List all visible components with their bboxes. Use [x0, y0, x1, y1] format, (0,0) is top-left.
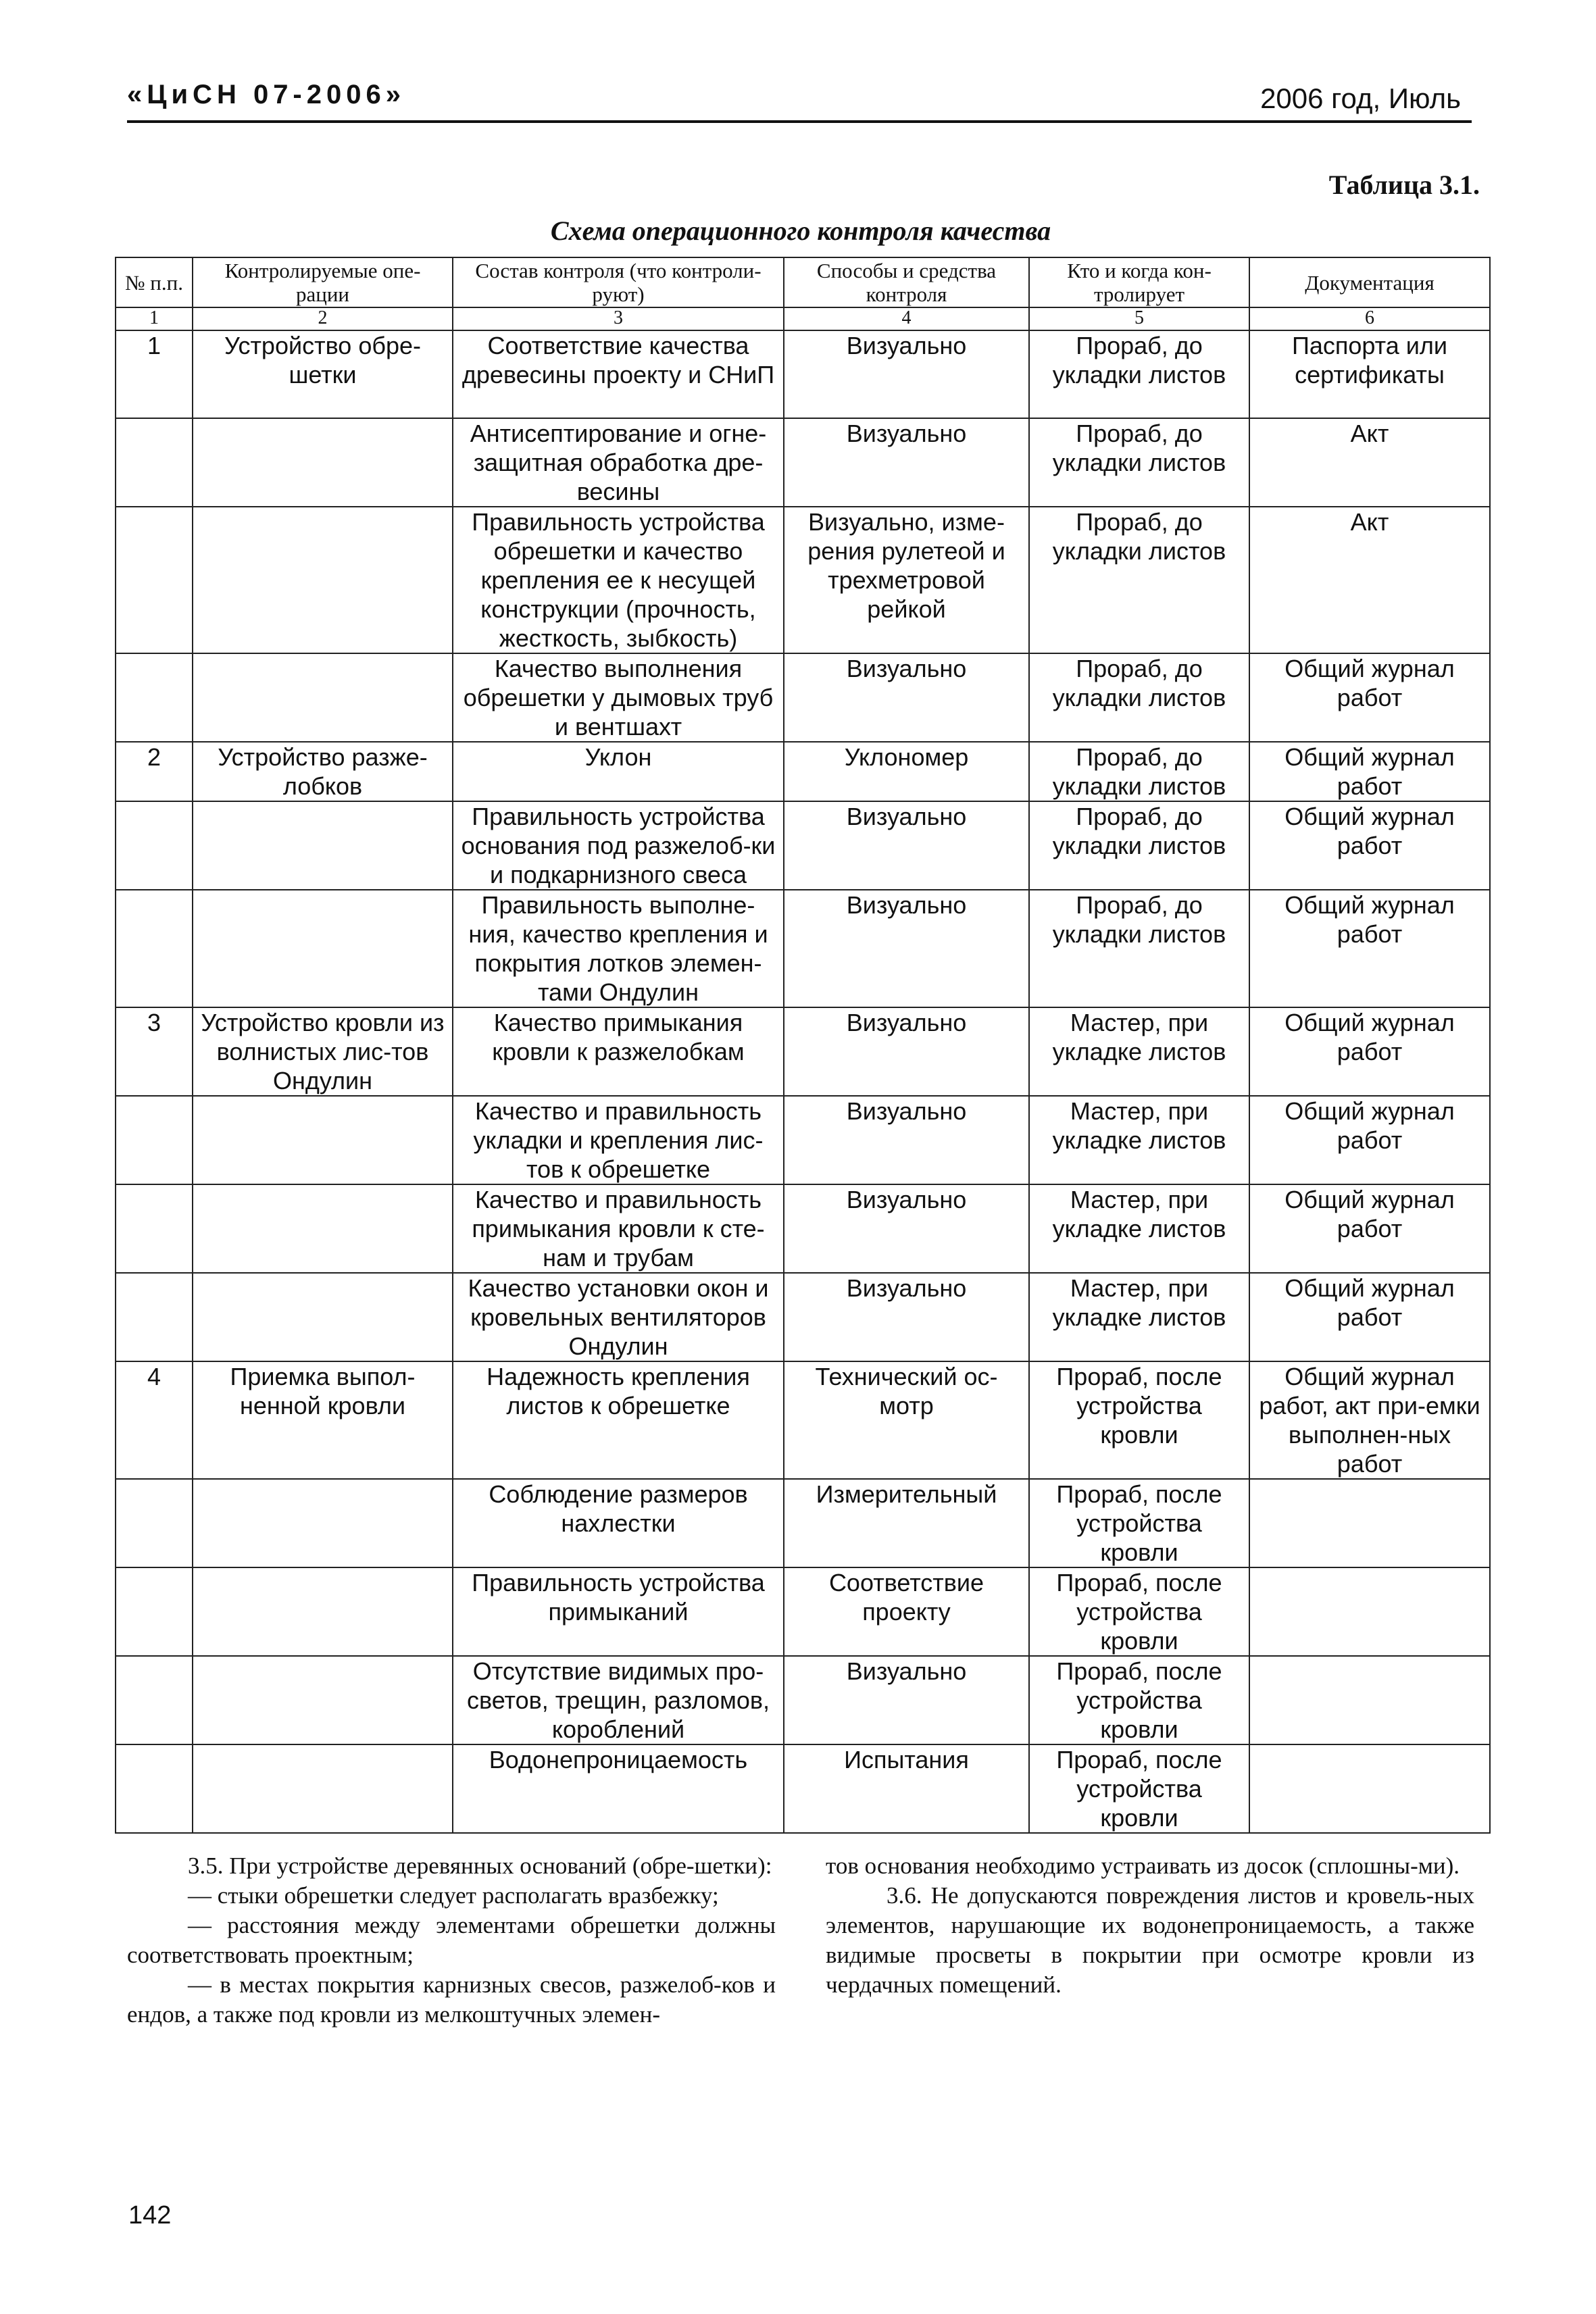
cell-responsible: Мастер, при укладке листов — [1029, 1273, 1249, 1361]
document-date: 2006 год, Июль — [1260, 82, 1461, 114]
cell-responsible: Прораб, до укладки листов — [1029, 507, 1249, 653]
cell-responsible: Прораб, после устройства кровли — [1029, 1567, 1249, 1656]
cell-number: 3 — [116, 1007, 193, 1096]
table-row — [116, 1656, 1490, 1744]
cell-documentation: Общий журнал работ — [1249, 1096, 1490, 1184]
cell-documentation: Общий журнал работ — [1249, 890, 1490, 1007]
quality-control-table — [115, 257, 1491, 1834]
cell-documentation — [1249, 1567, 1490, 1656]
cell-control-item: Антисептирование и огне-защитная обработка дре-весины — [453, 418, 784, 507]
cell-control-method: Визуально — [784, 1184, 1029, 1273]
cell-control-item: Отсутствие видимых про-светов, трещин, разломов, короблений — [453, 1656, 784, 1744]
cell-responsible: Прораб, до укладки листов — [1029, 653, 1249, 742]
cell-control-item: Качество выполнения обрешетки у дымовых труб и вентшахт — [453, 653, 784, 742]
table-row — [116, 1184, 1490, 1273]
cell-responsible: Прораб, до укладки листов — [1029, 742, 1249, 801]
cell-control-method: Испытания — [784, 1744, 1029, 1833]
cell-operation — [193, 890, 453, 1007]
cell-control-method: Технический ос-мотр — [784, 1361, 1029, 1479]
cell-control-item: Правильность устройства обрешетки и качество крепления ее к несущей конструкции (прочность, жесткость, зыбкость) — [453, 507, 784, 653]
cell-operation — [193, 1273, 453, 1361]
cell-control-item: Качество установки окон и кровельных вентиляторов Ондулин — [453, 1273, 784, 1361]
cell-responsible: Прораб, после устройства кровли — [1029, 1744, 1249, 1833]
cell-documentation: Общий журнал работ — [1249, 801, 1490, 890]
col-number: 2 — [193, 307, 453, 330]
cell-documentation: Общий журнал работ — [1249, 1184, 1490, 1273]
header-rule — [127, 120, 1472, 123]
table-row — [116, 653, 1490, 742]
col-number: 6 — [1249, 307, 1490, 330]
cell-control-method: Визуально — [784, 653, 1029, 742]
col-header: Документация — [1249, 257, 1490, 307]
cell-operation — [193, 1184, 453, 1273]
cell-responsible: Прораб, до укладки листов — [1029, 801, 1249, 890]
table-row — [116, 890, 1490, 1007]
table-title: Схема операционного контроля качества — [550, 216, 1051, 246]
table-row — [116, 1567, 1490, 1656]
paragraph: — расстояния между элементами обрешетки должны соответствовать проектным; — [127, 1912, 776, 1968]
cell-operation — [193, 653, 453, 742]
cell-responsible: Прораб, до укладки листов — [1029, 418, 1249, 507]
table-row — [116, 507, 1490, 653]
cell-operation — [193, 1479, 453, 1567]
cell-control-item: Соответствие качества древесины проекту и СНиП — [453, 330, 784, 418]
cell-operation: Устройство разже-лобков — [193, 742, 453, 801]
cell-number — [116, 1184, 193, 1273]
column-number-row — [116, 307, 1490, 330]
cell-operation: Устройство кровли из волнистых лис-тов Ондулин — [193, 1007, 453, 1096]
cell-number: 4 — [116, 1361, 193, 1479]
col-number: 4 — [784, 307, 1029, 330]
cell-documentation: Общий журнал работ — [1249, 742, 1490, 801]
table-row — [116, 742, 1490, 801]
col-header: Состав контроля (что контроли-руют) — [453, 257, 784, 307]
cell-control-method: Визуально, изме-рения рулетеой и трехметровой рейкой — [784, 507, 1029, 653]
cell-control-method: Визуально — [784, 1273, 1029, 1361]
col-number: 3 — [453, 307, 784, 330]
cell-number: 2 — [116, 742, 193, 801]
cell-number — [116, 418, 193, 507]
table-row — [116, 1361, 1490, 1479]
cell-documentation: Паспорта или сертификаты — [1249, 330, 1490, 418]
paragraph: — стыки обрешетки следует располагать вразбежку; — [188, 1882, 719, 1909]
cell-operation — [193, 801, 453, 890]
table-row — [116, 1273, 1490, 1361]
table-row — [116, 418, 1490, 507]
cell-number: 1 — [116, 330, 193, 418]
cell-number — [116, 1744, 193, 1833]
cell-control-item: Водонепроницаемость — [453, 1744, 784, 1833]
footer-right-column — [826, 1851, 1474, 2000]
cell-operation — [193, 507, 453, 653]
cell-responsible: Мастер, при укладке листов — [1029, 1007, 1249, 1096]
cell-control-item: Уклон — [453, 742, 784, 801]
cell-documentation: Общий журнал работ — [1249, 1273, 1490, 1361]
col-header: Контролируемые опе-рации — [193, 257, 453, 307]
table-row — [116, 801, 1490, 890]
table-row — [116, 330, 1490, 418]
cell-operation: Устройство обре-шетки — [193, 330, 453, 418]
cell-control-method: Визуально — [784, 418, 1029, 507]
table-row — [116, 1744, 1490, 1833]
cell-control-item: Соблюдение размеров нахлестки — [453, 1479, 784, 1567]
document-code: «ЦиСН 07-2006» — [127, 80, 405, 109]
cell-responsible: Прораб, после устройства кровли — [1029, 1479, 1249, 1567]
cell-control-method: Визуально — [784, 890, 1029, 1007]
cell-number — [116, 1273, 193, 1361]
cell-documentation: Общий журнал работ, акт при-емки выполнен-ных работ — [1249, 1361, 1490, 1479]
cell-documentation: Общий журнал работ — [1249, 1007, 1490, 1096]
col-number: 5 — [1029, 307, 1249, 330]
table-header-row — [116, 257, 1490, 307]
cell-control-item: Качество примыкания кровли к разжелобкам — [453, 1007, 784, 1096]
cell-control-item: Правильность устройства примыканий — [453, 1567, 784, 1656]
cell-number — [116, 1479, 193, 1567]
cell-operation — [193, 1096, 453, 1184]
cell-operation — [193, 1656, 453, 1744]
cell-control-method: Визуально — [784, 330, 1029, 418]
table-row — [116, 1007, 1490, 1096]
cell-control-method: Визуально — [784, 1656, 1029, 1744]
cell-control-item: Качество и правильность укладки и крепления лис-тов к обрешетке — [453, 1096, 784, 1184]
cell-number — [116, 1656, 193, 1744]
table-label: Таблица 3.1. — [1328, 170, 1480, 200]
cell-control-method: Визуально — [784, 1096, 1029, 1184]
cell-control-method: Визуально — [784, 801, 1029, 890]
cell-responsible: Прораб, до укладки листов — [1029, 330, 1249, 418]
paragraph: 3.5. При устройстве деревянных оснований (обре-шетки): — [188, 1853, 772, 1879]
cell-responsible: Прораб, до укладки листов — [1029, 890, 1249, 1007]
col-header: № п.п. — [116, 257, 193, 307]
cell-operation: Приемка выпол-ненной кровли — [193, 1361, 453, 1479]
cell-number — [116, 801, 193, 890]
cell-control-method: Соответствие проекту — [784, 1567, 1029, 1656]
cell-documentation: Акт — [1249, 418, 1490, 507]
cell-operation — [193, 1744, 453, 1833]
cell-number — [116, 1567, 193, 1656]
cell-operation — [193, 1567, 453, 1656]
paragraph: 3.6. Не допускаются повреждения листов и кровель-ных элементов, нарушающие их водонепроницаемость, а также видимые просветы в покрытии при осмотре кровли из чердачных помещений. — [826, 1882, 1474, 1998]
paragraph: — в местах покрытия карнизных свесов, разжелоб-ков и ендов, а также под кровли из мелкоштучных элемен- — [127, 1971, 776, 2028]
table-row — [116, 1479, 1490, 1567]
cell-number — [116, 890, 193, 1007]
cell-control-method: Визуально — [784, 1007, 1029, 1096]
paragraph: тов основания необходимо устраивать из досок (сплошны-ми). — [826, 1853, 1460, 1879]
cell-responsible: Мастер, при укладке листов — [1029, 1096, 1249, 1184]
cell-responsible: Прораб, после устройства кровли — [1029, 1361, 1249, 1479]
cell-documentation — [1249, 1744, 1490, 1833]
col-header: Способы и средства контроля — [784, 257, 1029, 307]
page-number: 142 — [128, 2201, 172, 2230]
cell-control-item: Правильность устройства основания под разжелоб-ки и подкарнизного свеса — [453, 801, 784, 890]
cell-documentation — [1249, 1656, 1490, 1744]
cell-responsible: Прораб, после устройства кровли — [1029, 1656, 1249, 1744]
cell-control-item: Правильность выполне-ния, качество крепления и покрытия лотков элемен-тами Ондулин — [453, 890, 784, 1007]
cell-control-item: Качество и правильность примыкания кровли к сте-нам и трубам — [453, 1184, 784, 1273]
cell-control-method: Уклономер — [784, 742, 1029, 801]
cell-responsible: Мастер, при укладке листов — [1029, 1184, 1249, 1273]
cell-number — [116, 653, 193, 742]
col-header: Кто и когда кон-тролирует — [1029, 257, 1249, 307]
cell-control-method: Измерительный — [784, 1479, 1029, 1567]
cell-number — [116, 507, 193, 653]
cell-documentation — [1249, 1479, 1490, 1567]
cell-operation — [193, 418, 453, 507]
footer-left-column — [127, 1851, 776, 2030]
cell-control-item: Надежность крепления листов к обрешетке — [453, 1361, 784, 1479]
cell-documentation: Акт — [1249, 507, 1490, 653]
col-number: 1 — [116, 307, 193, 330]
table-row — [116, 1096, 1490, 1184]
cell-documentation: Общий журнал работ — [1249, 653, 1490, 742]
cell-number — [116, 1096, 193, 1184]
